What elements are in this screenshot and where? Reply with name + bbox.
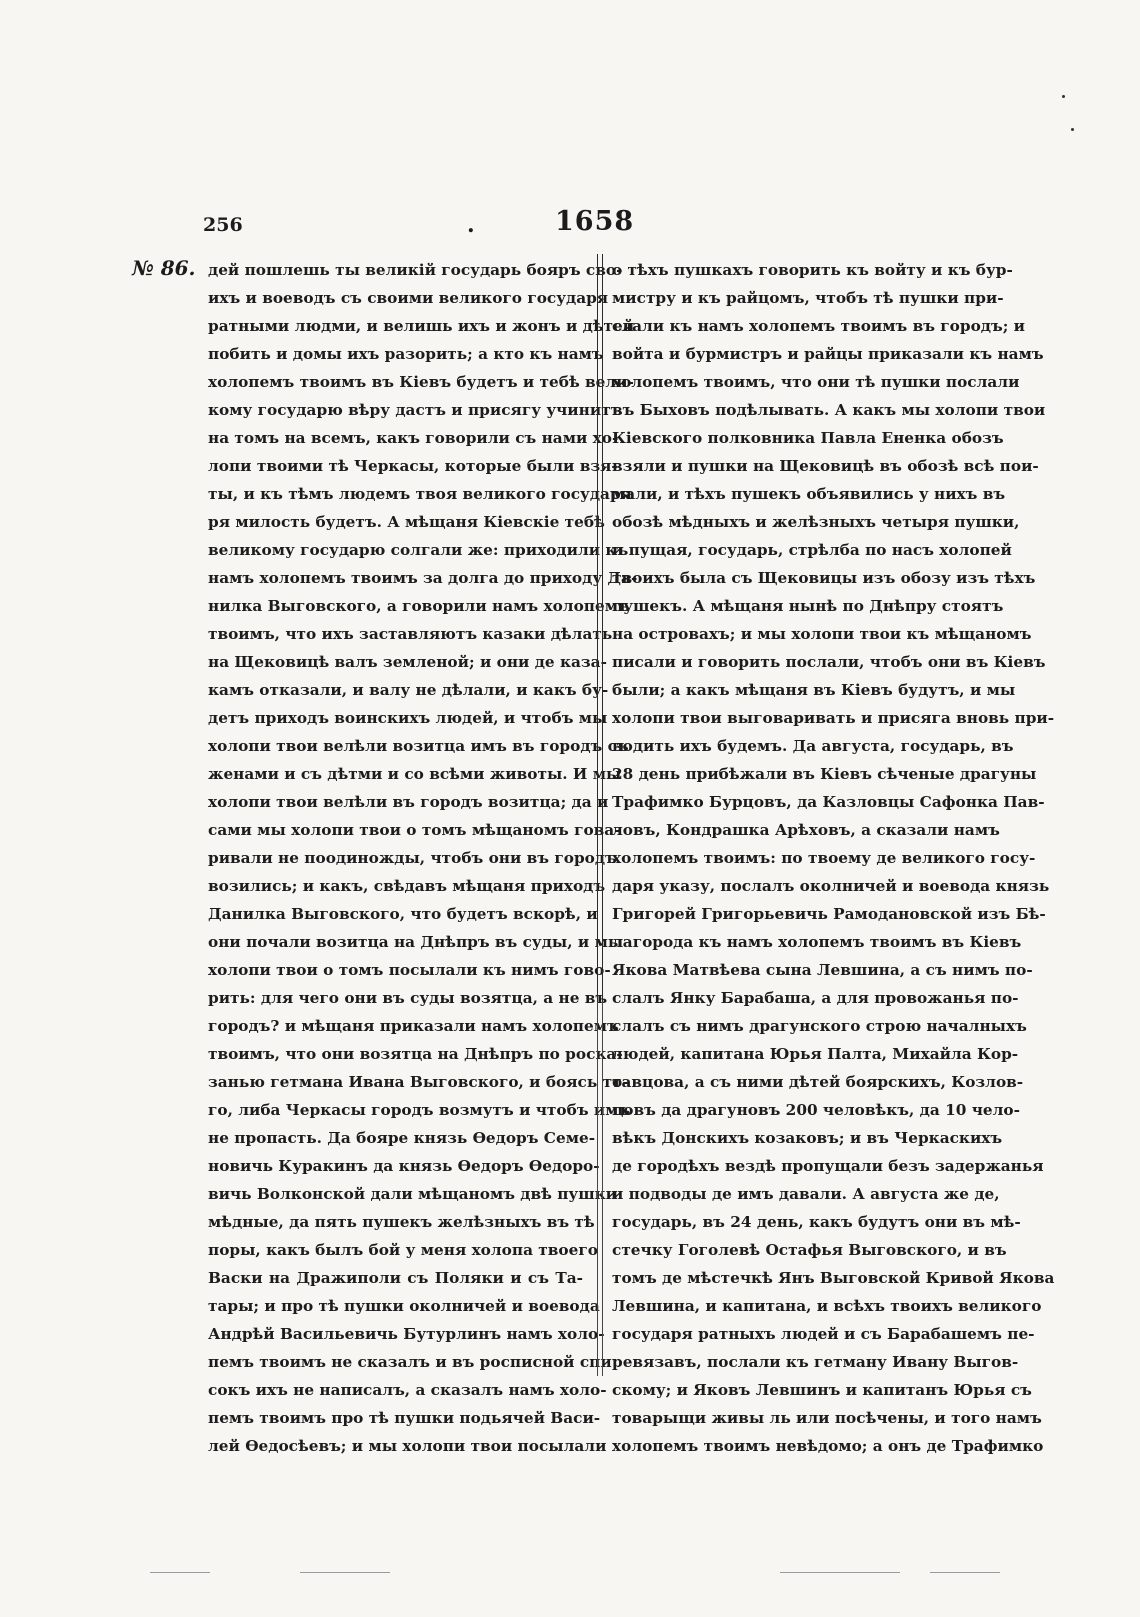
- text-line: новичь Куракинъ да князь Өедоръ Өедоро-: [208, 1157, 600, 1175]
- text-line: холопи твои велѣли въ городъ возитца; да и: [208, 793, 609, 811]
- text-line: Григорей Григорьевичь Рамодановской изъ Бѣ-: [612, 905, 1046, 923]
- text-line: стечку Гоголевѣ Остафья Выговского, и въ: [612, 1241, 1007, 1259]
- column-divider: [597, 1002, 603, 1376]
- text-line: людей, капитана Юрья Палта, Михайла Кор-: [612, 1045, 1019, 1063]
- text-line: лопи твоими тѣ Черкасы, которые были взя-: [208, 457, 618, 475]
- text-line: товарыщи живы ль или посѣчены, и того намъ: [612, 1409, 1042, 1427]
- text-line: тары; и про тѣ пушки околничей и воевода: [208, 1297, 600, 1315]
- text-line: твоимъ, что они возятца на Днѣпръ по роска-: [208, 1045, 623, 1063]
- text-line: поры, какъ былъ бой у меня холопа твоего: [208, 1241, 598, 1259]
- text-line: мѣдные, да пять пушекъ желѣзныхъ въ тѣ: [208, 1213, 595, 1231]
- text-line: го, либа Черкасы городъ возмутъ и чтобъ имъ: [208, 1101, 631, 1119]
- text-line: Трафимко Бурцовъ, да Казловцы Сафонка Пав-: [612, 793, 1045, 811]
- text-line: Андрѣй Васильевичь Бутурлинъ намъ холо-: [208, 1325, 605, 1343]
- text-line: въ Быховъ подѣлывать. А какъ мы холопи твои: [612, 401, 1046, 419]
- text-line: холопемъ твоимъ въ Кіевъ будетъ и тебѣ вели-: [208, 373, 634, 391]
- text-line: вѣкъ Донскихъ козаковъ; и въ Черкаскихъ: [612, 1129, 1003, 1147]
- text-line: взяли и пушки на Щековицѣ въ обозѣ всѣ пои-: [612, 457, 1039, 475]
- text-line: холопи твои о томъ посылали къ нимъ гово-: [208, 961, 611, 979]
- text-line: ривали не поодиножды, чтобъ они въ городъ: [208, 849, 617, 867]
- text-line: холопемъ твоимъ, что они тѣ пушки послали: [612, 373, 1020, 391]
- text-line: водить ихъ будемъ. Да августа, государь, въ: [612, 737, 1014, 755]
- text-line: ловъ, Кондрашка Арѣховъ, а сказали намъ: [612, 821, 1000, 839]
- text-line: мистру и къ райцомъ, чтобъ тѣ пушки при-: [612, 289, 1004, 307]
- text-line: ревязавъ, послали къ гетману Ивану Выгов-: [612, 1353, 1019, 1371]
- text-line: цовъ да драгуновъ 200 человѣкъ, да 10 чело-: [612, 1101, 1020, 1119]
- text-line: де городѣхъ вездѣ пропущали безъ задержанья: [612, 1157, 1044, 1175]
- text-line: твоихъ была съ Щековицы изъ обозу изъ тѣхъ: [612, 569, 1036, 587]
- text-line: были; а какъ мѣщаня въ Кіевъ будутъ, и мы: [612, 681, 1016, 699]
- text-line: холопи твои выговаривать и присяга вновь при-: [612, 709, 1055, 727]
- text-line: лагорода къ намъ холопемъ твоимъ въ Кіевъ: [612, 933, 1022, 951]
- text-line: ты, и къ тѣмъ людемъ твоя великого государя: [208, 485, 632, 503]
- text-line: о тѣхъ пушкахъ говорить къ войту и къ бур-: [612, 261, 1013, 279]
- text-line: слали къ намъ холопемъ твоимъ въ городъ; и: [612, 317, 1026, 335]
- text-line: войта и бурмистръ и райцы приказали къ намъ: [612, 345, 1044, 363]
- text-line: холопемъ твоимъ: по твоему де великого госу-: [612, 849, 1036, 867]
- text-line: рить: для чего они въ суды возятца, а не въ: [208, 989, 608, 1007]
- header-dot: .: [467, 212, 475, 238]
- scan-artifact: [780, 1572, 900, 1573]
- right-text-column: [612, 256, 1055, 1460]
- text-line: обозѣ мѣдныхъ и желѣзныхъ четыря пушки,: [612, 513, 1020, 531]
- text-line: холопи твои велѣли возитца имъ въ городъ съ: [208, 737, 629, 755]
- text-line: сами мы холопи твои о томъ мѣщаномъ гова-: [208, 821, 621, 839]
- text-line: лей Өедосѣевъ; и мы холопи твои посылали: [208, 1437, 607, 1455]
- text-line: холопемъ твоимъ невѣдомо; а онъ де Трафимко: [612, 1437, 1044, 1455]
- scan-speck: [1062, 95, 1065, 98]
- text-line: камъ отказали, и валу не дѣлали, и какъ бу-: [208, 681, 609, 699]
- text-line: сокъ ихъ не написалъ, а сказалъ намъ холо-: [208, 1381, 607, 1399]
- text-line: слалъ съ нимъ драгунского строю началныхъ: [612, 1017, 1027, 1035]
- text-line: Якова Матвѣева сына Левшина, а съ нимъ по-: [612, 961, 1033, 979]
- text-line: не пропасть. Да бояре князь Өедоръ Семе-: [208, 1129, 596, 1147]
- scan-artifact: [150, 1572, 210, 1573]
- text-line: Левшина, и капитана, и всѣхъ твоихъ великого: [612, 1297, 1042, 1315]
- text-line: ря милость будетъ. А мѣщаня Кіевскіе тебѣ: [208, 513, 605, 531]
- text-line: на томъ на всемъ, какъ говорили съ нами хо-: [208, 429, 619, 447]
- text-line: ратными людми, и велишь ихъ и жонъ и дѣтей: [208, 317, 635, 335]
- text-line: тавцова, а съ ними дѣтей боярскихъ, Козлов-: [612, 1073, 1024, 1091]
- text-line: дей пошлешь ты великій государь бояръ сво-: [208, 261, 623, 279]
- text-line: нилка Выговского, а говорили намъ холопемъ: [208, 597, 630, 615]
- text-line: томъ де мѣстечкѣ Янъ Выговской Кривой Якова: [612, 1269, 1055, 1287]
- column-divider: [597, 628, 603, 1002]
- text-line: пемъ твоимъ не сказалъ и въ росписной спи: [208, 1353, 612, 1371]
- text-line: и подводы де имъ давали. А августа же де,: [612, 1185, 1000, 1203]
- text-line: слалъ Янку Барабаша, а для провожанья по-: [612, 989, 1019, 1007]
- text-line: писали и говорить послали, чтобъ они въ Кіевъ: [612, 653, 1046, 671]
- text-line: даря указу, послалъ околничей и воевода князь: [612, 877, 1050, 895]
- text-line: твоимъ, что ихъ заставляютъ казаки дѣлать: [208, 625, 613, 643]
- text-line: скому; и Яковъ Левшинъ и капитанъ Юрья съ: [612, 1381, 1032, 1399]
- text-line: вичь Волконской дали мѣщаномъ двѣ пушки: [208, 1185, 618, 1203]
- text-line: ихъ и воеводъ съ своими великого государя: [208, 289, 609, 307]
- left-text-column: [208, 256, 638, 1460]
- scan-artifact: [930, 1572, 1000, 1573]
- document-number: № 86.: [132, 256, 196, 280]
- text-line: Кіевского полковника Павла Ененка обозъ: [612, 429, 1004, 447]
- text-line: Данилка Выговского, что будетъ вскорѣ, и: [208, 905, 598, 923]
- text-line: женами и съ дѣтми и со всѣми животы. И мы: [208, 765, 622, 783]
- text-line: Васки на Дражиполи съ Поляки и съ Та-: [208, 1269, 583, 1287]
- text-line: и пущая, государь, стрѣлба по насъ холопей: [612, 541, 1012, 559]
- page-year-heading: 1658: [555, 206, 635, 237]
- text-line: занью гетмана Ивана Выговского, и боясь то-: [208, 1073, 629, 1091]
- text-line: 28 день прибѣжали въ Кіевъ сѣченые драгуны: [612, 765, 1037, 783]
- text-line: на Щековицѣ валъ земленой; и они де каза-: [208, 653, 607, 671]
- text-line: возились; и какъ, свѣдавъ мѣщаня приходъ: [208, 877, 606, 895]
- text-line: мали, и тѣхъ пушекъ объявились у нихъ въ: [612, 485, 1006, 503]
- column-divider: [597, 254, 603, 628]
- text-line: государя ратныхъ людей и съ Барабашемъ пе-: [612, 1325, 1035, 1343]
- page-number: 256: [203, 214, 243, 236]
- text-line: городъ? и мѣщаня приказали намъ холопемъ: [208, 1017, 619, 1035]
- scan-artifact: [300, 1572, 390, 1573]
- text-line: кому государю вѣру дастъ и присягу учинитъ: [208, 401, 623, 419]
- text-line: они почали возитца на Днѣпръ въ суды, и мы: [208, 933, 624, 951]
- text-line: побить и домы ихъ разорить; а кто къ намъ: [208, 345, 604, 363]
- text-line: намъ холопемъ твоимъ за долга до приходу Да-: [208, 569, 638, 587]
- text-line: великому государю солгали же: приходили къ: [208, 541, 629, 559]
- text-line: пушекъ. А мѣщаня нынѣ по Днѣпру стоятъ: [612, 597, 1004, 615]
- text-line: пемъ твоимъ про тѣ пушки подьячей Васи-: [208, 1409, 601, 1427]
- scan-speck: [1071, 128, 1074, 131]
- text-line: детъ приходъ воинскихъ людей, и чтобъ мы: [208, 709, 608, 727]
- text-line: на островахъ; и мы холопи твои къ мѣщаномъ: [612, 625, 1032, 643]
- text-line: государь, въ 24 день, какъ будутъ они въ мѣ-: [612, 1213, 1021, 1231]
